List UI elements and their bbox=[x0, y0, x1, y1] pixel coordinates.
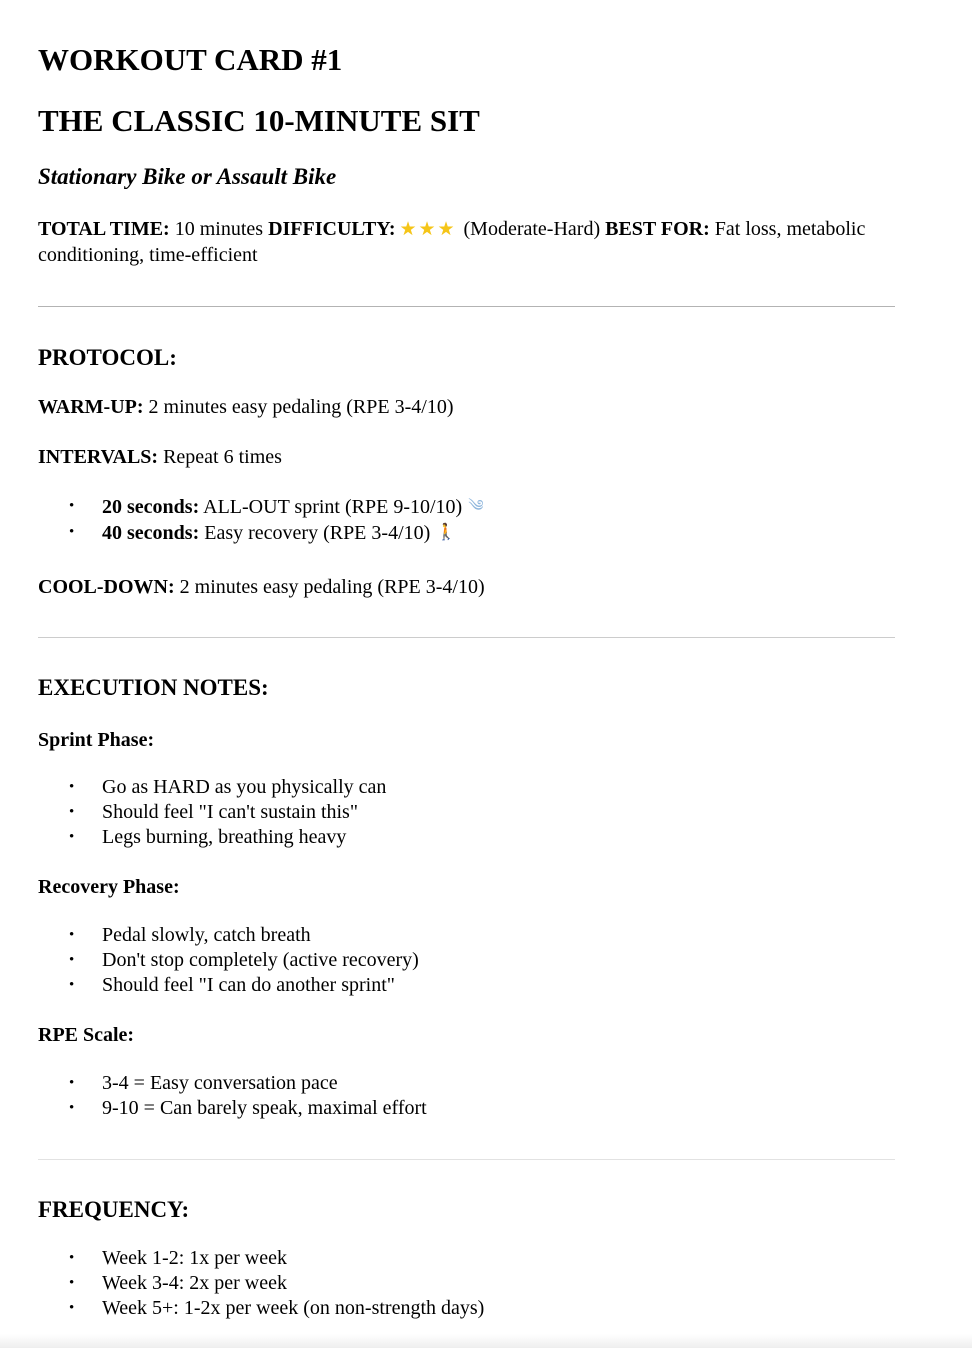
card-meta bbox=[38, 216, 895, 268]
sprint-phase-heading: Sprint Phase: bbox=[38, 729, 155, 751]
list-item: • 9-10 = Can barely speak, maximal effort bbox=[38, 1096, 427, 1121]
page-bottom-fade bbox=[0, 1334, 972, 1348]
star-icon: ★ bbox=[418, 219, 436, 240]
rpe-scale-list bbox=[38, 1071, 427, 1121]
list-item: • Go as HARD as you physically can bbox=[38, 775, 386, 800]
cooldown-label: COOL-DOWN: bbox=[38, 576, 175, 598]
divider bbox=[38, 306, 895, 307]
total-time-label: TOTAL TIME: bbox=[38, 218, 170, 240]
list-item: • 3-4 = Easy conversation pace bbox=[38, 1071, 427, 1096]
sprint-phase-list bbox=[38, 775, 386, 850]
list-item: • Week 1-2: 1x per week bbox=[38, 1246, 484, 1271]
card-name-title: THE CLASSIC 10-MINUTE SIT bbox=[38, 103, 480, 138]
recovery-phase-list bbox=[38, 923, 419, 998]
warmup-text: 2 minutes easy pedaling (RPE 3-4/10) bbox=[148, 396, 454, 418]
list-item: • Don't stop completely (active recovery) bbox=[38, 948, 419, 973]
intervals-list bbox=[38, 494, 483, 546]
frequency-heading: FREQUENCY: bbox=[38, 1197, 190, 1222]
divider bbox=[38, 1159, 895, 1160]
intervals-label: INTERVALS: bbox=[38, 446, 159, 468]
difficulty-stars bbox=[400, 216, 457, 242]
card-number-title: WORKOUT CARD #1 bbox=[38, 42, 343, 77]
cooldown-line bbox=[38, 574, 485, 600]
best-for-value: Fat loss, metabolic conditioning, time-efficient bbox=[38, 218, 866, 266]
interval-text: Easy recovery (RPE 3-4/10) bbox=[204, 522, 431, 544]
list-item bbox=[38, 494, 483, 520]
intervals-line bbox=[38, 444, 282, 470]
list-item: • Week 3-4: 2x per week bbox=[38, 1271, 484, 1296]
card-subtitle: Stationary Bike or Assault Bike bbox=[38, 164, 337, 189]
warmup-line bbox=[38, 394, 453, 420]
interval-text: ALL-OUT sprint (RPE 9-10/10) bbox=[203, 496, 463, 518]
list-item: • Legs burning, breathing heavy bbox=[38, 825, 386, 850]
divider bbox=[38, 637, 895, 638]
walking-person-icon: 🚶 bbox=[436, 524, 457, 541]
list-item: • Week 5+: 1-2x per week (on non-strength days) bbox=[38, 1296, 484, 1321]
difficulty-label: DIFFICULTY: bbox=[268, 218, 396, 240]
list-item bbox=[38, 520, 483, 546]
list-item: • Pedal slowly, catch breath bbox=[38, 923, 419, 948]
star-icon: ★ bbox=[437, 219, 455, 240]
recovery-phase-heading: Recovery Phase: bbox=[38, 876, 180, 898]
total-time-value: 10 minutes bbox=[174, 218, 264, 240]
cooldown-text: 2 minutes easy pedaling (RPE 3-4/10) bbox=[179, 576, 485, 598]
interval-label: 20 seconds: bbox=[102, 496, 200, 518]
wind-icon: ༄ bbox=[468, 498, 484, 515]
difficulty-text: (Moderate-Hard) bbox=[463, 218, 601, 240]
list-item: • Should feel "I can't sustain this" bbox=[38, 800, 386, 825]
best-for-label: BEST FOR: bbox=[605, 218, 710, 240]
star-icon: ★ bbox=[399, 219, 417, 240]
warmup-label: WARM-UP: bbox=[38, 396, 144, 418]
rpe-scale-heading: RPE Scale: bbox=[38, 1024, 135, 1046]
protocol-heading: PROTOCOL: bbox=[38, 345, 177, 370]
execution-heading: EXECUTION NOTES: bbox=[38, 675, 269, 700]
intervals-text: Repeat 6 times bbox=[163, 446, 282, 468]
interval-label: 40 seconds: bbox=[102, 522, 200, 544]
frequency-list bbox=[38, 1246, 484, 1321]
list-item: • Should feel "I can do another sprint" bbox=[38, 973, 419, 998]
